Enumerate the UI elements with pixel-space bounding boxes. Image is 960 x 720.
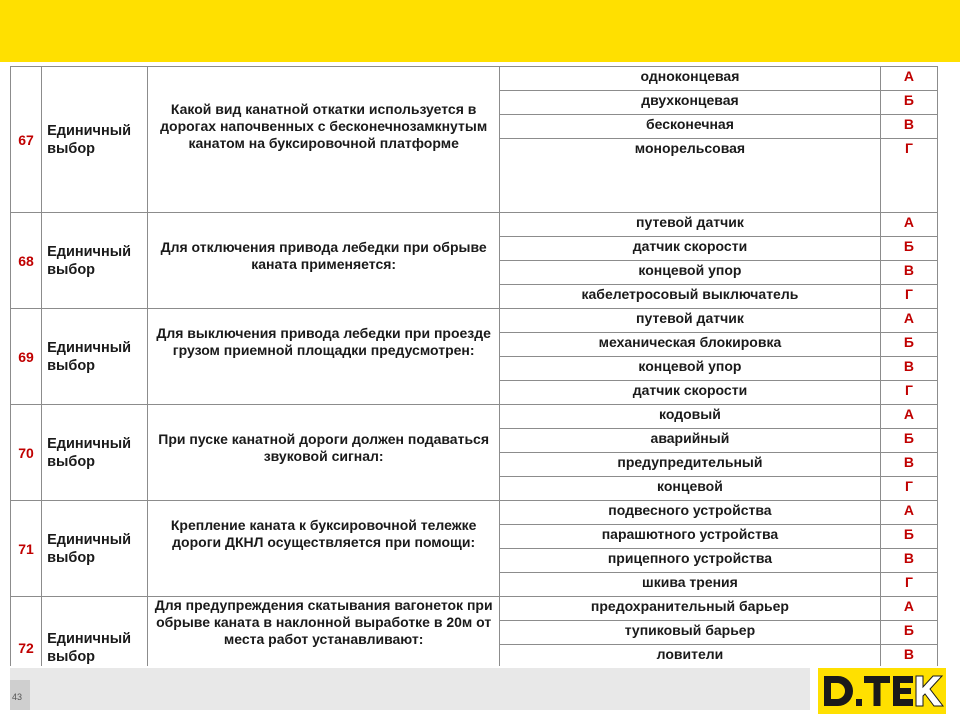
answer-letter: А: [880, 501, 937, 525]
question-text: Крепление каната к буксировочной тележке дороги ДКНЛ осуществляется при помощи:: [148, 501, 500, 597]
answer-letter: Б: [880, 621, 937, 645]
answer-option: датчик скорости: [500, 381, 881, 405]
answer-letter: В: [880, 357, 937, 381]
dtek-logo-icon: [818, 668, 946, 714]
answer-letter: В: [880, 261, 937, 285]
question-text: Для предупреждения скатывания вагонеток при обрыве каната в наклонной выработке в 20м от места работ устанавливают:: [148, 597, 500, 667]
answer-option: прицепного устройства: [500, 549, 881, 573]
answer-option: путевой датчик: [500, 213, 881, 237]
question-text: Для выключения привода лебедки при проезде грузом приемной площадки предусмотрен:: [148, 309, 500, 405]
header-band: [0, 0, 960, 62]
answer-letter: Г: [880, 477, 937, 501]
answer-option: концевой упор: [500, 357, 881, 381]
answer-letter: А: [880, 405, 937, 429]
table-row: [11, 405, 938, 429]
question-number: 72: [11, 597, 42, 667]
answer-letter: В: [880, 645, 937, 667]
answer-option: предупредительный: [500, 453, 881, 477]
table-row: [11, 67, 938, 91]
question-text: Для отключения привода лебедки при обрыве каната применяется:: [148, 213, 500, 309]
answer-letter: Б: [880, 429, 937, 453]
question-number: 69: [11, 309, 42, 405]
answer-option: концевой упор: [500, 261, 881, 285]
answer-option: аварийный: [500, 429, 881, 453]
answer-option: двухконцевая: [500, 91, 881, 115]
question-text: Какой вид канатной откатки используется в дорогах напочвенных с бесконечнозамкнутым канатом на буксировочной платформе: [148, 67, 500, 213]
answer-letter: Г: [880, 381, 937, 405]
question-number: 70: [11, 405, 42, 501]
page-number: 43: [12, 692, 23, 702]
answer-option: путевой датчик: [500, 309, 881, 333]
question-type: Единичный выбор: [42, 67, 148, 213]
questions-table: [10, 66, 938, 666]
answer-option: тупиковый барьер: [500, 621, 881, 645]
question-type: Единичный выбор: [42, 501, 148, 597]
answer-option: механическая блокировка: [500, 333, 881, 357]
table-row: [11, 213, 938, 237]
answer-letter: Б: [880, 333, 937, 357]
answer-option: предохранительный барьер: [500, 597, 881, 621]
answer-letter: Г: [880, 573, 937, 597]
question-number: 71: [11, 501, 42, 597]
answer-option: шкива трения: [500, 573, 881, 597]
question-type: Единичный выбор: [42, 309, 148, 405]
question-number: 68: [11, 213, 42, 309]
question-type: Единичный выбор: [42, 405, 148, 501]
answer-option: датчик скорости: [500, 237, 881, 261]
table-row: [11, 597, 938, 621]
answer-letter: В: [880, 453, 937, 477]
question-type: Единичный выбор: [42, 597, 148, 667]
answer-letter: В: [880, 549, 937, 573]
answer-option: ловители: [500, 645, 881, 667]
answer-letter: А: [880, 67, 937, 91]
answer-option: монорельсовая: [500, 139, 881, 163]
answer-letter: А: [880, 309, 937, 333]
answer-option: бесконечная: [500, 115, 881, 139]
answer-option: кодовый: [500, 405, 881, 429]
answer-letter: Б: [880, 237, 937, 261]
table-row: [11, 501, 938, 525]
questions-table-container: [10, 66, 940, 666]
answer-letter: А: [880, 597, 937, 621]
answer-letter: В: [880, 115, 937, 139]
answer-letter: Г: [880, 285, 937, 309]
answer-letter: А: [880, 213, 937, 237]
answer-option: одноконцевая: [500, 67, 881, 91]
answer-option: парашютного устройства: [500, 525, 881, 549]
question-text: При пуске канатной дороги должен подаваться звуковой сигнал:: [148, 405, 500, 501]
table-row: [11, 309, 938, 333]
answer-option: концевой: [500, 477, 881, 501]
blank-cell: [880, 162, 937, 213]
question-number: 67: [11, 67, 42, 213]
answer-letter: Г: [880, 139, 937, 163]
answer-letter: Б: [880, 525, 937, 549]
dtek-logo: [818, 668, 946, 714]
answer-letter: Б: [880, 91, 937, 115]
question-type: Единичный выбор: [42, 213, 148, 309]
answer-option: кабелетросовый выключатель: [500, 285, 881, 309]
footer-bar: [10, 668, 810, 710]
answer-option: подвесного устройства: [500, 501, 881, 525]
blank-cell: [500, 162, 881, 213]
